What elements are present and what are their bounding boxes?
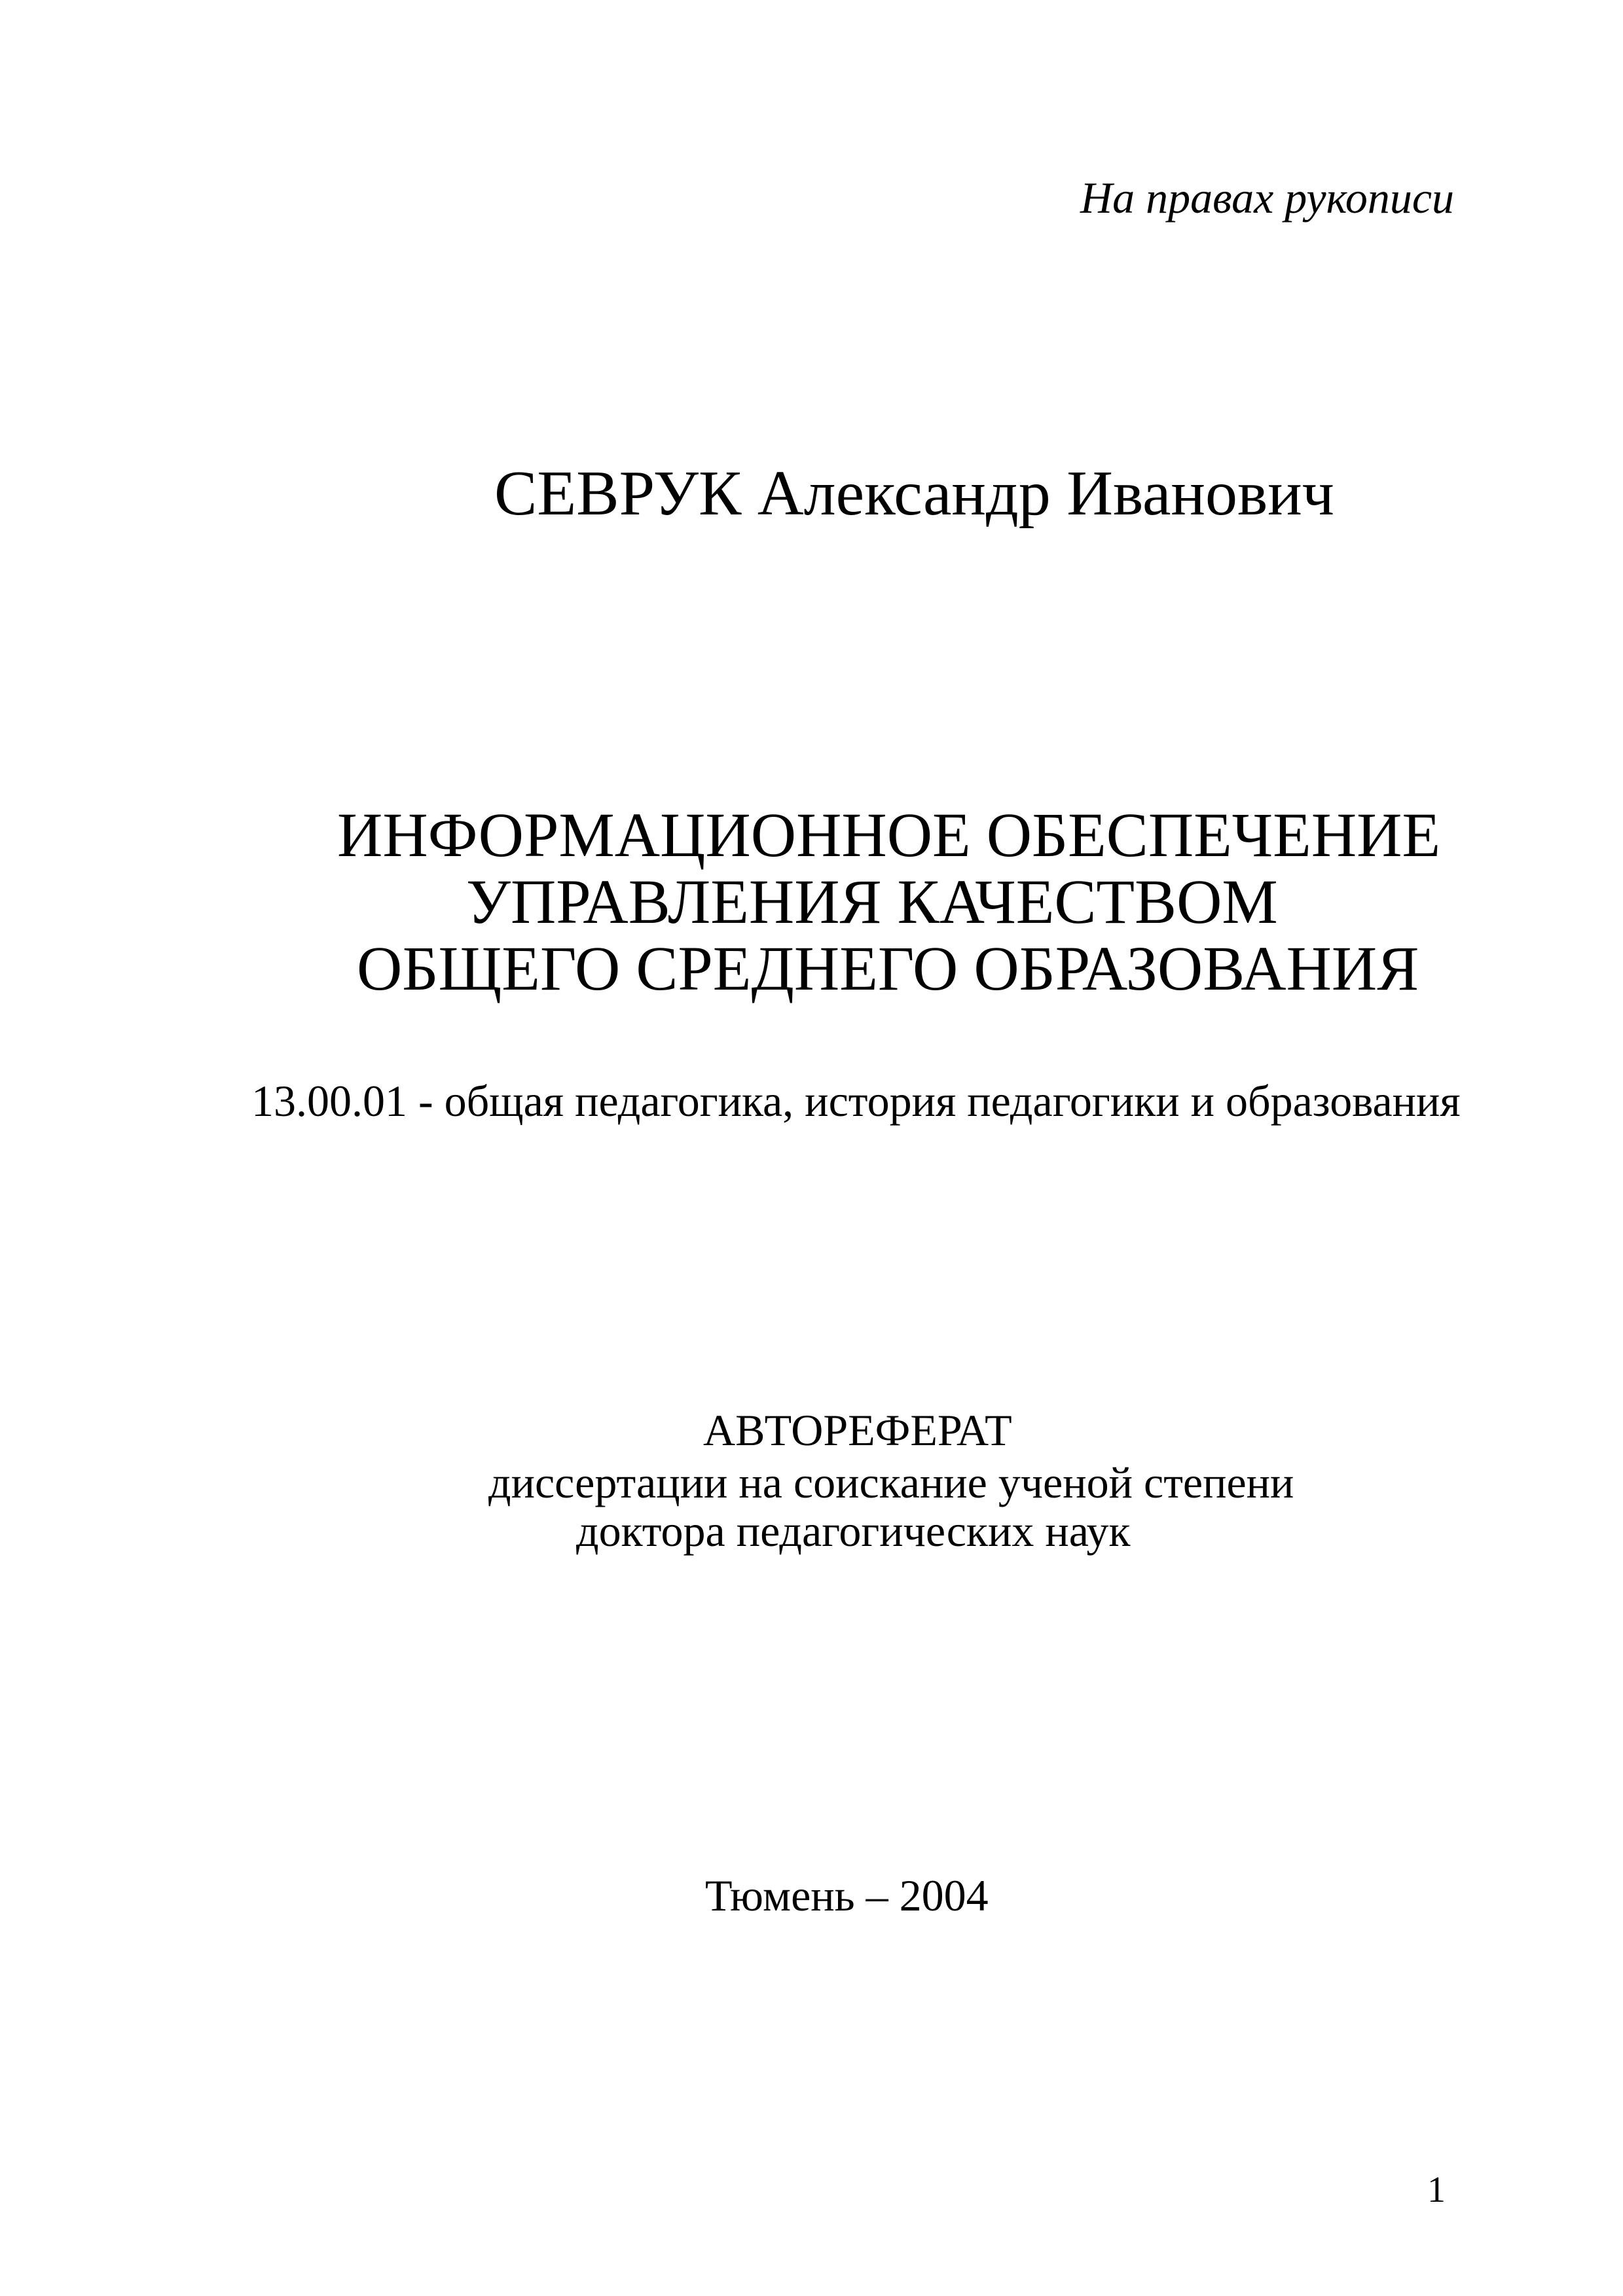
author-name: СЕВРУК Александр Иванович	[494, 458, 1334, 529]
document-type: АВТОРЕФЕРАТ	[703, 1405, 1012, 1455]
dissertation-title-line: ИНФОРМАЦИОННОЕ ОБЕСПЕЧЕНИЕ	[337, 800, 1441, 870]
place-and-year: Тюмень – 2004	[705, 1871, 989, 1920]
dissertation-title-line: УПРАВЛЕНИЯ КАЧЕСТВОМ	[466, 867, 1278, 937]
specialty-code: 13.00.01 - общая педагогика, история педагогики и образования	[251, 1076, 1461, 1126]
document-purpose-line: диссертации на соискание ученой степени	[488, 1458, 1294, 1507]
document-purpose-line: доктора педагогических наук	[576, 1506, 1131, 1556]
rights-note: На правах рукописи	[1080, 173, 1454, 223]
page-number: 1	[1427, 2170, 1446, 2210]
dissertation-title-line: ОБЩЕГО СРЕДНЕГО ОБРАЗОВАНИЯ	[357, 933, 1419, 1003]
